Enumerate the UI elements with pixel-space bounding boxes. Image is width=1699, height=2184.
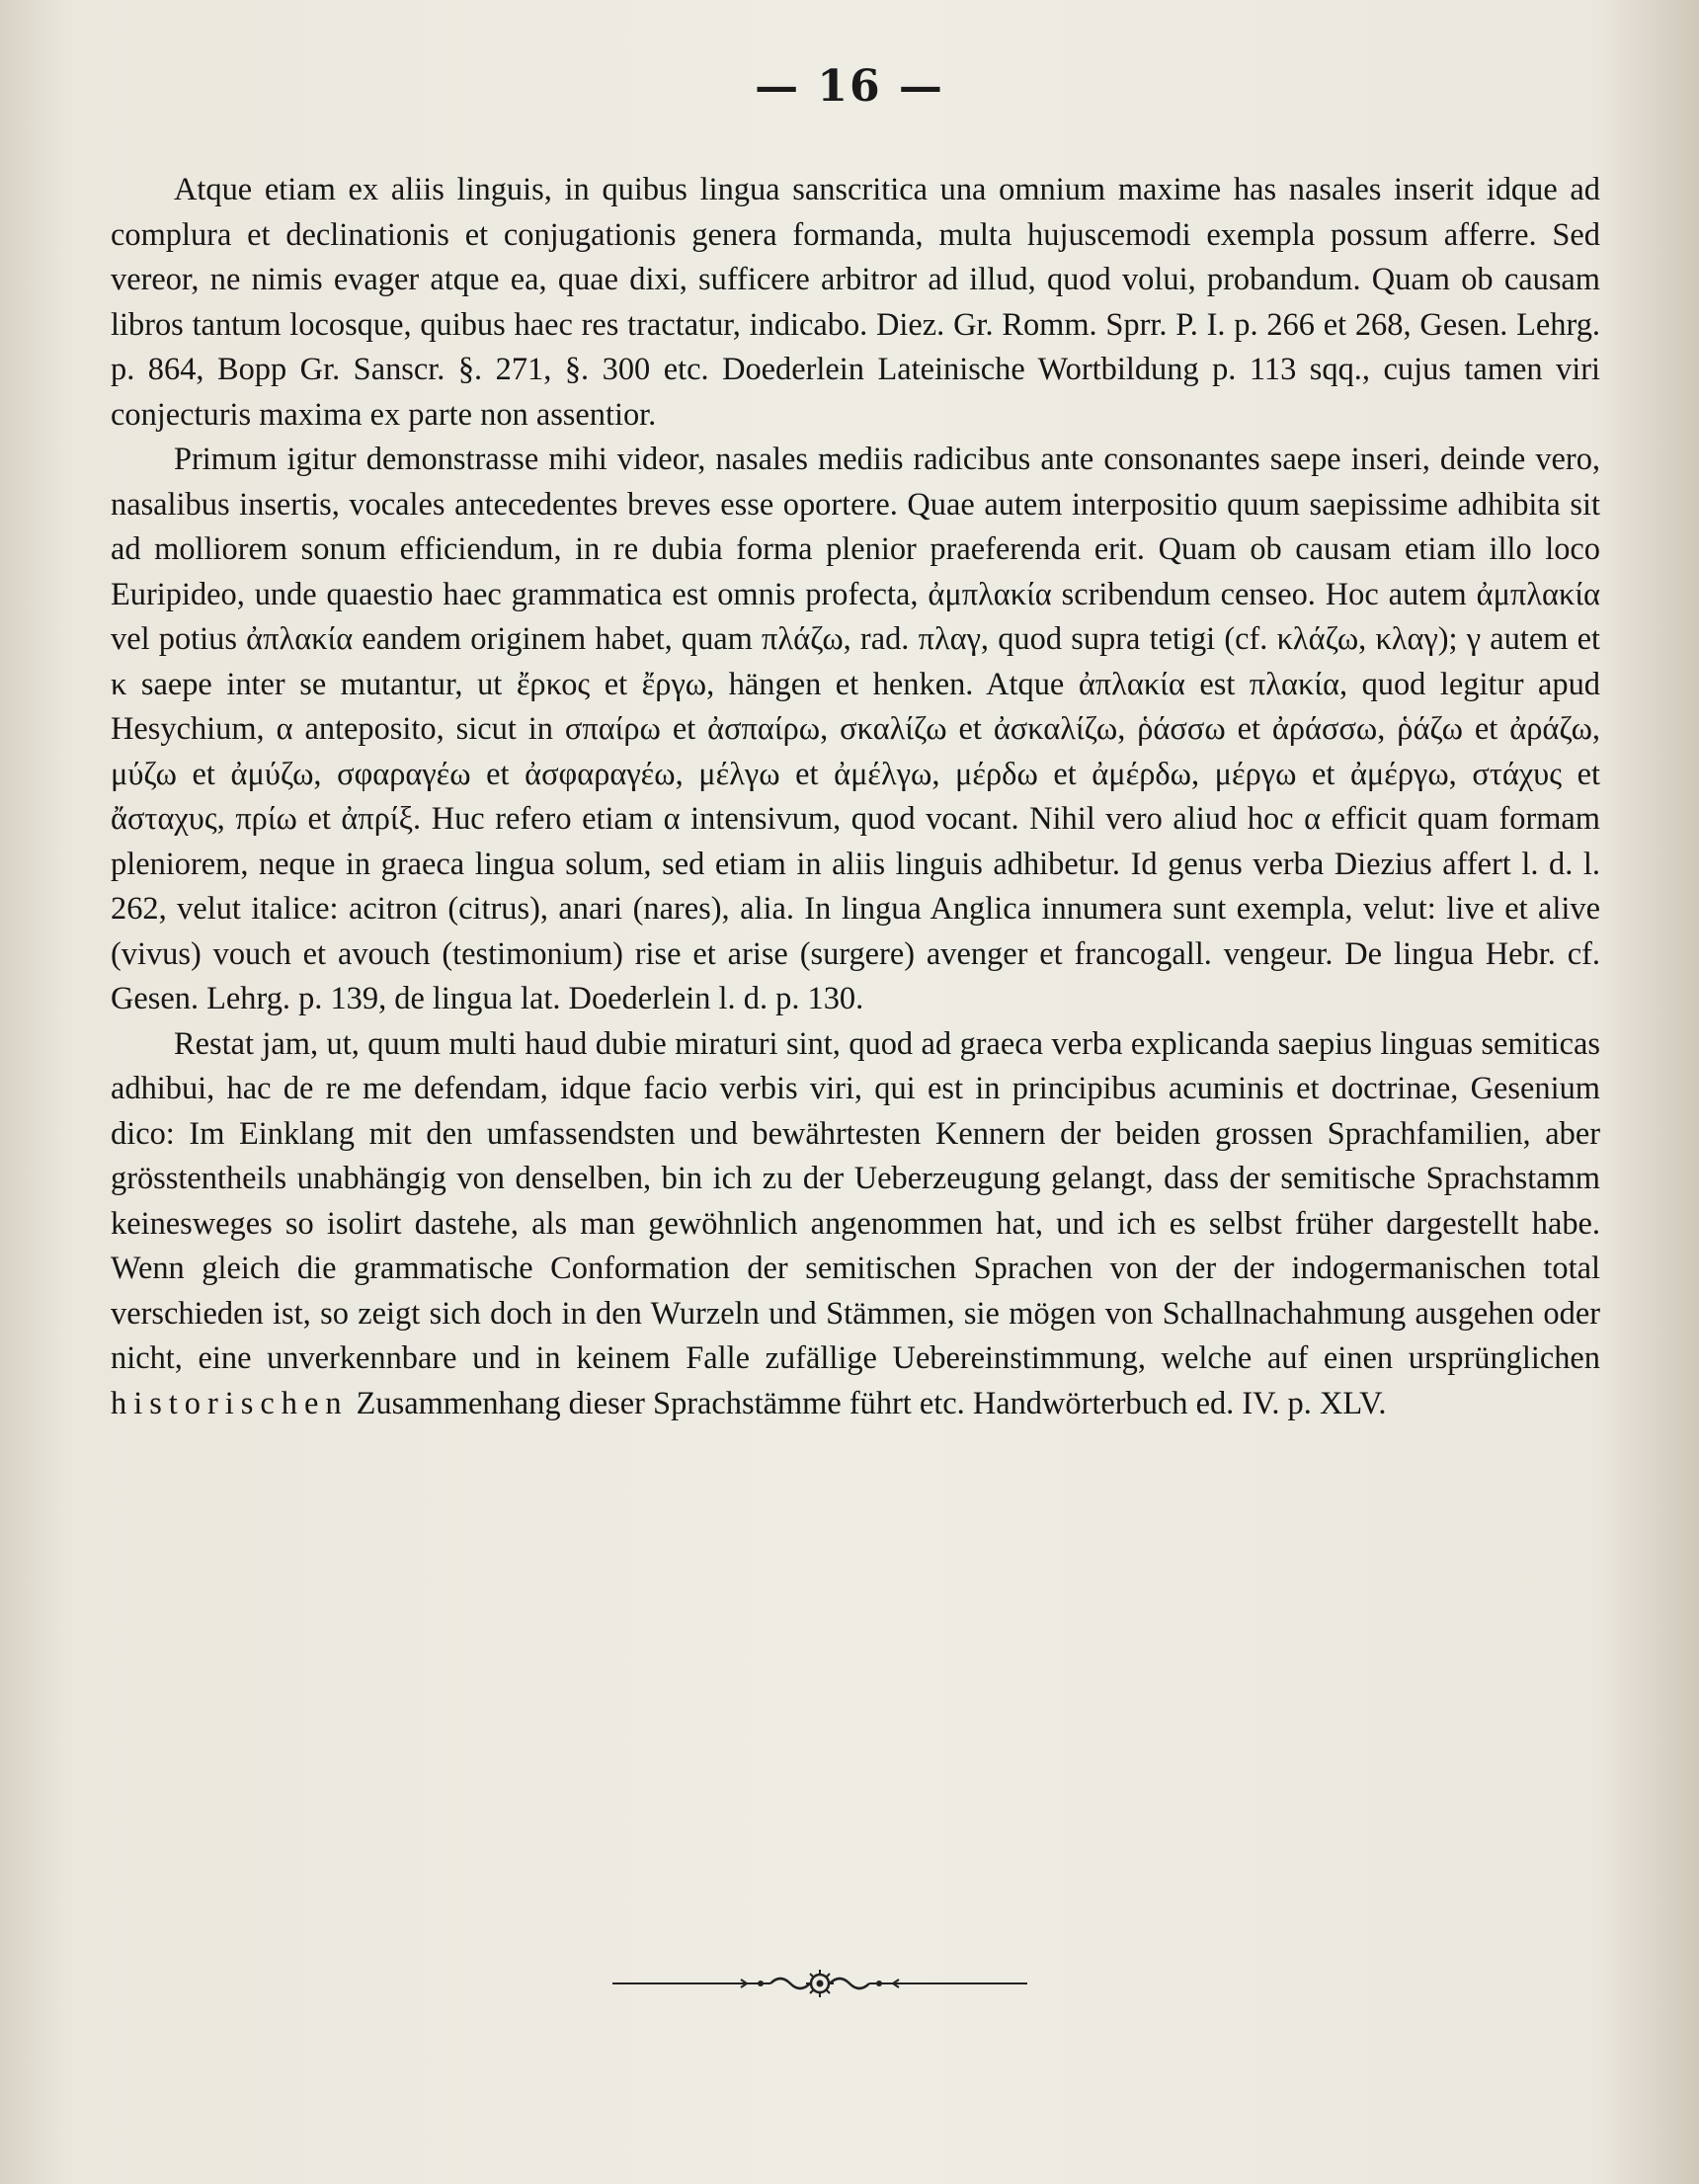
body-text — [111, 168, 1600, 1426]
page-number: — 16 — — [755, 61, 944, 112]
paragraph-2: Primum igitur demonstrasse mihi videor, nasales mediis radicibus ante consonantes saepe inseri, deinde vero, nasalibus insertis, vocales antecedentes breves esse oportere. Quae autem interpositio quum saepissime adhibita sit ad molliorem sonum efficiendum, in re dubia forma plenior praeferenda erit. Quam ob causam etiam illo loco Euripideo, unde quaestio haec grammatica est omnis profecta, ἀμπλακία scribendum censeo. Hoc autem ἀμπλακία vel potius ἀπλακία eandem originem habet, quam πλάζω, rad. πλαγ, quod supra tetigi (cf. κλάζω, κλαγ); γ autem et κ saepe inter se mutantur, ut ἔρκος et ἔργω, hängen et henken. Atque ἀπλακία est πλακία, quod legitur apud Hesychium, α anteposito, sicut in σπαίρω et ἀσπαίρω, σκαλίζω et ἀσκαλίζω, ῥάσσω et ἀράσσω, ῥάζω et ἀράζω, μύζω et ἀμύζω, σφαραγέω et ἀσφαραγέω, μέλγω et ἀμέλγω, μέρδω et ἀμέρδω, μέργω et ἀμέργω, στάχυς et ἄσταχυς, πρίω et ἀπρίξ. Huc refero etiam α intensivum, quod vocant. Nihil vero aliud hoc α efficit quam formam pleniorem, neque in graeca lingua solum, sed etiam in aliis linguis adhibetur. Id genus verba Diezius affert l. d. l. 262, velut italice: acitron (citrus), anari (nares), alia. In lingua Anglica innumera sunt exempla, velut: live et alive (vivus) vouch et avouch (testimonium) rise et arise (surgere) avenger et francogall. vengeur. De lingua Hebr. cf. Gesen. Lehrg. p. 139, de lingua lat. Doederlein l. d. p. 130. — [111, 442, 1600, 1016]
spaced-word: historischen — [111, 1385, 349, 1421]
paragraph-3-text-end: Zusammenhang dieser Sprachstämme führt etc. Handwörterbuch ed. IV. p. XLV. — [348, 1385, 1387, 1421]
paragraph-1: Atque etiam ex aliis linguis, in quibus lingua sanscritica una omnium maxime has nasales inserit idque ad complura et declinationis et conjugationis genera formanda, multa hujuscemodi exempla possum afferre. Sed vereor, ne nimis evager atque ea, quae dixi, sufficere arbitror ad illud, quod volui, probandum. Quam ob causam libros tantum locosque, quibus haec res tractatur, indicabo. Diez. Gr. Romm. Sprr. P. I. p. 266 et 268, Gesen. Lehrg. p. 864, Bopp Gr. Sanscr. §. 271, §. 300 etc. Doederlein Lateinische Wortbildung p. 113 sqq., cujus tamen viri conjecturis maxima ex parte non assentior. — [111, 172, 1600, 433]
paragraph-3-text-start: Restat jam, ut, quum multi haud dubie miraturi sint, quod ad graeca verba explicanda saepius linguas semiticas adhibui, hac de re me defendam, idque facio verbis viri, qui est in principibus acuminis et doctrinae, Gesenium dico: Im Einklang mit den umfassendsten und bewährtesten Kennern der beiden grossen Sprachfamilien, aber grösstentheils unabhängig von denselben, bin ich zu der Ueberzeugung gelangt, dass der semitische Sprachstamm keinesweges so isolirt dastehe, als man gewöhnlich angenommen hat, und ich es selbst früher dargestellt habe. Wenn gleich die grammatische Conformation der semitischen Sprachen von der der indogermanischen total verschieden ist, so zeigt sich doch in den Wurzeln und Stämmen, sie mögen von Schallnachahmung ausgehen oder nicht, eine unverkennbare und in keinem Falle zufällige Uebereinstimmung, welche auf einen ursprünglichen — [111, 1025, 1600, 1376]
ornament-divider-icon — [612, 1964, 1027, 2003]
paragraph-3 — [111, 1022, 1600, 1427]
